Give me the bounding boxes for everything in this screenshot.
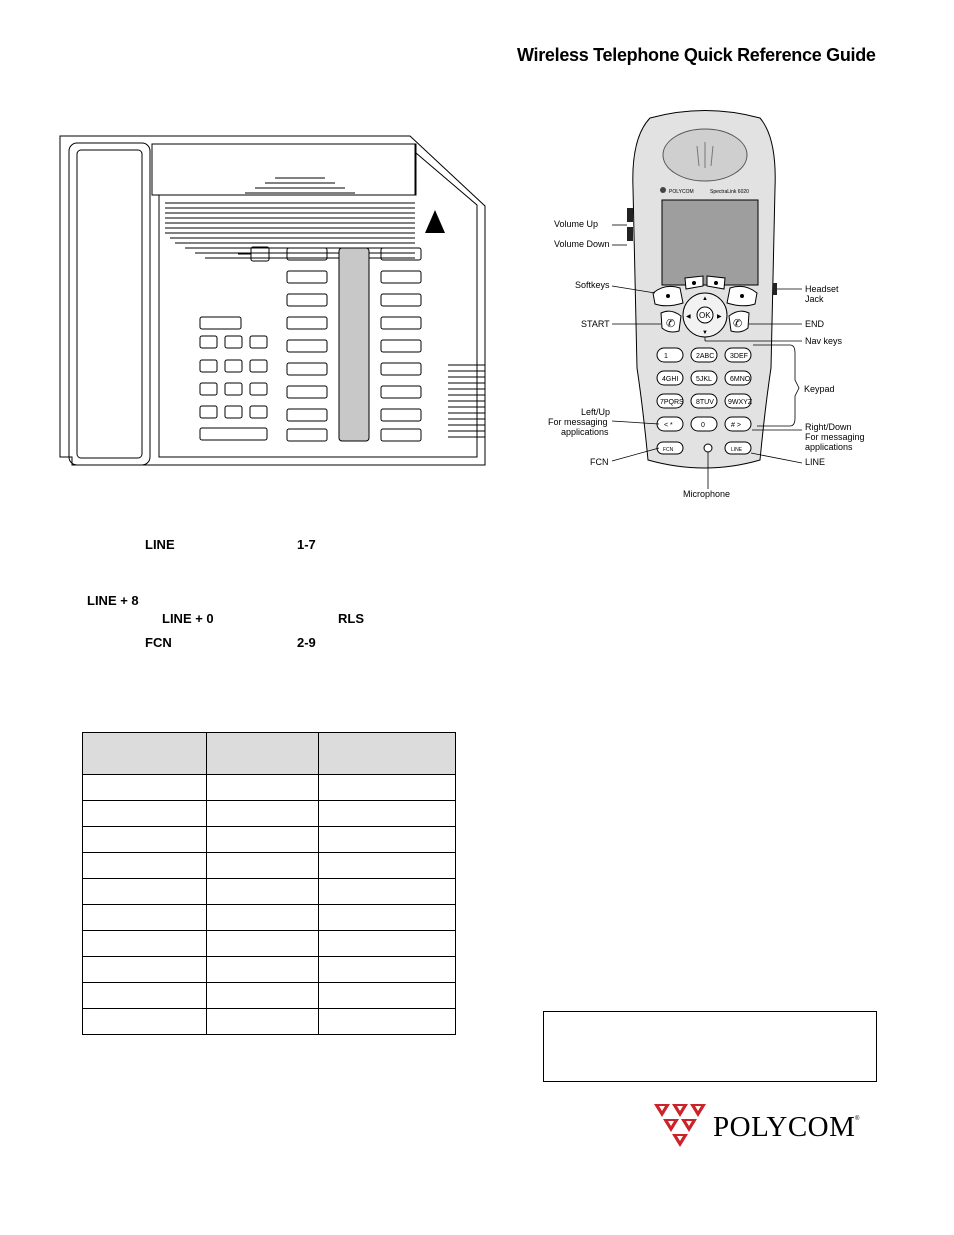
table-row xyxy=(83,1009,456,1035)
keyword-rls: RLS xyxy=(338,611,364,626)
svg-text:◀: ◀ xyxy=(686,314,691,320)
key-2: 2ABC xyxy=(696,353,715,360)
reference-table xyxy=(82,732,456,1035)
callout-microphone: Microphone xyxy=(683,489,731,499)
key-1: 1 xyxy=(664,353,668,360)
key-7: 7PQRS xyxy=(660,399,684,406)
table-row xyxy=(83,827,456,853)
callout-nav-keys: Nav keys xyxy=(805,336,843,346)
key-5: 5JKL xyxy=(696,376,712,383)
table-row xyxy=(83,801,456,827)
callout-softkeys: Softkeys xyxy=(575,280,610,290)
key-line: LINE xyxy=(731,447,743,453)
callout-right-down-3: applications xyxy=(805,442,853,452)
svg-text:▶: ▶ xyxy=(717,314,722,320)
table-row xyxy=(83,775,456,801)
svg-text:▼: ▼ xyxy=(702,330,708,336)
table-row xyxy=(83,853,456,879)
handset-model: SpectraLink 6020 xyxy=(710,189,749,195)
callout-start: START xyxy=(581,319,610,329)
callout-line: LINE xyxy=(805,457,826,467)
callout-fcn: FCN xyxy=(590,457,609,467)
note-box xyxy=(543,1011,877,1082)
table-row xyxy=(83,905,456,931)
page-title: Wireless Telephone Quick Reference Guide xyxy=(517,45,876,65)
callout-keypad: Keypad xyxy=(804,384,835,394)
keyword-line-plus-8: LINE + 8 xyxy=(87,593,139,608)
handset-diagram xyxy=(545,108,875,503)
svg-text:✆: ✆ xyxy=(733,318,743,330)
desk-phone-diagram xyxy=(55,135,495,475)
polycom-logo-icon xyxy=(654,1102,706,1148)
keyword-fcn: FCN xyxy=(145,635,172,650)
keyword-line: LINE xyxy=(145,537,175,552)
key-6: 6MNO xyxy=(730,376,751,383)
key-fcn: FCN xyxy=(663,447,674,453)
table-header-row xyxy=(83,733,456,775)
ok-key-label: OK xyxy=(699,311,711,320)
callout-left-up-3: applications xyxy=(561,427,609,437)
table-row xyxy=(83,879,456,905)
key-9: 9WXYZ xyxy=(728,399,753,406)
key-star: < * xyxy=(664,422,673,429)
handset-brand: POLYCOM xyxy=(669,189,694,195)
table-row xyxy=(83,931,456,957)
key-3: 3DEF xyxy=(730,353,748,360)
callout-left-up-2: For messaging xyxy=(548,417,608,427)
callout-end: END xyxy=(805,319,825,329)
callout-volume-up: Volume Up xyxy=(554,219,599,229)
key-0: 0 xyxy=(701,422,705,429)
callout-headset-jack-2: Jack xyxy=(805,294,824,304)
callout-headset-jack-1: Headset xyxy=(805,284,839,294)
keyword-line-plus-0: LINE + 0 xyxy=(162,611,214,626)
svg-text:▲: ▲ xyxy=(702,296,708,302)
svg-text:✆: ✆ xyxy=(666,318,676,330)
table-row xyxy=(83,983,456,1009)
callout-right-down-2: For messaging xyxy=(805,432,865,442)
key-8: 8TUV xyxy=(696,399,714,406)
polycom-logo-text: POLYCOM xyxy=(713,1111,856,1143)
key-4: 4GHI xyxy=(662,376,679,383)
keyword-range-1-7: 1-7 xyxy=(297,537,316,552)
registered-mark: ® xyxy=(855,1116,860,1122)
key-hash: # > xyxy=(731,422,741,429)
callout-volume-down: Volume Down xyxy=(554,239,610,249)
callout-right-down-1: Right/Down xyxy=(805,422,852,432)
table-row xyxy=(83,957,456,983)
keyword-range-2-9: 2-9 xyxy=(297,635,316,650)
callout-left-up-1: Left/Up xyxy=(581,407,611,417)
